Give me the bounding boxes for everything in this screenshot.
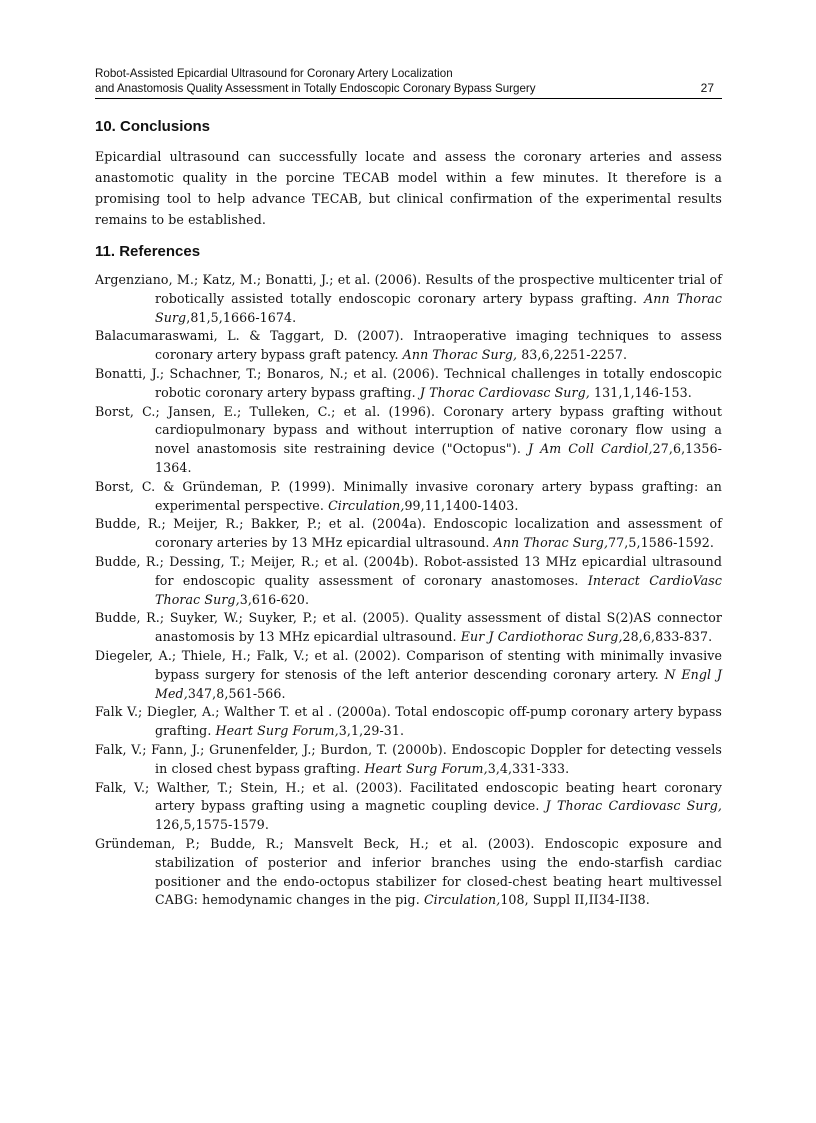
running-title [95, 67, 655, 96]
reference-journal: Eur J Cardiothorac Surg, [460, 629, 623, 645]
reference-item [95, 703, 722, 741]
running-title-line-1: Robot-Assisted Epicardial Ultrasound for Coronary Artery Localization [95, 67, 453, 80]
reference-citation: 347,8,561-566. [187, 685, 286, 701]
reference-text: Argenziano, M.; Katz, M.; Bonatti, J.; et al. (2006). Results of the prospective multicenter trial of robotically assisted totally endoscopic coronary artery bypass grafting. [95, 272, 722, 306]
reference-citation: 3,616-620. [239, 591, 310, 607]
reference-item [95, 835, 722, 910]
reference-text: Bonatti, J.; Schachner, T.; Bonaros, N.; et al. (2006). Technical challenges in totally endoscopic robotic coronary artery bypass grafting. [95, 365, 722, 400]
conclusions-paragraph: Epicardial ultrasound can successfully locate and assess the coronary arteries and assess anastomotic quality in the porcine TECAB model within a few minutes. It therefore is a promising tool to help advance TECAB, but clinical confirmation of the experimental results remains to be established. [95, 149, 722, 227]
running-header [95, 67, 722, 99]
reference-citation: 3,4,331-333. [487, 760, 570, 776]
reference-journal: Heart Surg Forum, [215, 723, 339, 739]
reference-text: Borst, C.; Jansen, E.; Tulleken, C.; et al. (1996). Coronary artery bypass grafting without cardiopulmonary bypass and without interruption of native coronary flow using a novel anastomosis site restraining device ("Octopus"). [95, 403, 722, 457]
reference-text: Gründeman, P.; Budde, R.; Mansvelt Beck, H.; et al. (2003). Endoscopic exposure and stabilization of posterior and inferior branches using the endo-starfish cardiac positioner and the endo-octopus stabilizer for closed-chest beating heart multivessel CABG: hemodynamic changes in the pig. [95, 835, 722, 908]
reference-journal: Interact CardioVasc Thorac Surg, [155, 572, 722, 607]
reference-citation: 77,5,1586-1592. [608, 535, 714, 551]
reference-journal: Ann Thorac Surg, [402, 347, 518, 363]
reference-citation: 83,6,2251-2257. [517, 347, 628, 363]
reference-item [95, 647, 722, 703]
reference-journal: Heart Surg Forum, [364, 760, 488, 776]
reference-text: Budde, R.; Dessing, T.; Meijer, R.; et al. (2004b). Robot-assisted 13 MHz epicardial ultrasound for endoscopic quality assessment of coronary anastomoses. [95, 553, 722, 588]
reference-item [95, 553, 722, 609]
reference-journal: J Thorac Cardiovasc Surg, [545, 798, 723, 814]
reference-journal: J Am Coll Cardiol, [527, 441, 653, 457]
reference-item [95, 365, 722, 403]
reference-citation: 108, Suppl II,II34-II38. [500, 892, 650, 908]
reference-text: Diegeler, A.; Thiele, H.; Falk, V.; et al. (2002). Comparison of stenting with minimally invasive bypass surgery for stenosis of the left anterior descending coronary artery. [95, 647, 722, 682]
reference-citation: 27,6,1356-1364. [155, 441, 722, 475]
reference-citation: 131,1,146-153. [589, 384, 692, 400]
reference-citation: 126,5,1575-1579. [155, 817, 270, 833]
reference-list [95, 271, 722, 910]
conclusions-heading: 10. Conclusions [95, 118, 211, 135]
reference-journal: N Engl J Med, [155, 666, 722, 701]
reference-item [95, 779, 722, 835]
running-title-line-2: and Anastomosis Quality Assessment in Totally Endoscopic Coronary Bypass Surgery [95, 81, 536, 95]
reference-text: Budde, R.; Suyker, W.; Suyker, P.; et al. (2005). Quality assessment of distal S(2)AS connector anastomosis by 13 MHz epicardial ultrasound. [95, 610, 722, 645]
reference-item [95, 741, 722, 779]
reference-citation: 3,1,29-31. [338, 723, 405, 739]
references-heading: 11. References [95, 243, 201, 260]
reference-text: Budde, R.; Meijer, R.; Bakker, P.; et al. (2004a). Endoscopic localization and assessment of coronary arteries by 13 MHz epicardial ultrasound. [95, 516, 722, 551]
reference-journal: Circulation, [328, 497, 405, 513]
reference-journal: Circulation, [423, 892, 501, 908]
reference-citation: ,81,5,1666-1674. [186, 309, 297, 325]
reference-item [95, 403, 722, 478]
reference-text: Falk, V.; Walther, T.; Stein, H.; et al. (2003). Facilitated endoscopic beating heart coronary artery bypass grafting using a magnetic coupling device. [95, 779, 722, 814]
reference-text: Falk, V.; Fann, J.; Grunenfelder, J.; Burdon, T. (2000b). Endoscopic Doppler for detecting vessels in closed chest bypass grafting. [95, 741, 722, 776]
reference-item [95, 327, 722, 365]
reference-text: Balacumaraswami, L. & Taggart, D. (2007). Intraoperative imaging techniques to assess coronary artery bypass graft patency. [95, 328, 722, 363]
page-number: 27 [700, 81, 714, 95]
reference-item [95, 271, 722, 327]
reference-journal: Ann Thorac Surg [155, 290, 722, 325]
reference-journal: Ann Thorac Surg, [493, 535, 609, 551]
reference-item [95, 515, 722, 553]
reference-citation: 99,11,1400-1403. [404, 497, 519, 513]
reference-journal: J Thorac Cardiovasc Surg, [419, 384, 590, 400]
reference-item [95, 478, 722, 516]
reference-citation: 28,6,833-837. [622, 629, 713, 645]
reference-item [95, 609, 722, 647]
reference-text: Falk V.; Diegler, A.; Walther T. et al . (2000a). Total endoscopic off-pump coronary artery bypass grafting. [95, 704, 722, 739]
reference-text: Borst, C. & Gründeman, P. (1999). Minimally invasive coronary artery bypass grafting: an experimental perspective. [95, 478, 722, 513]
